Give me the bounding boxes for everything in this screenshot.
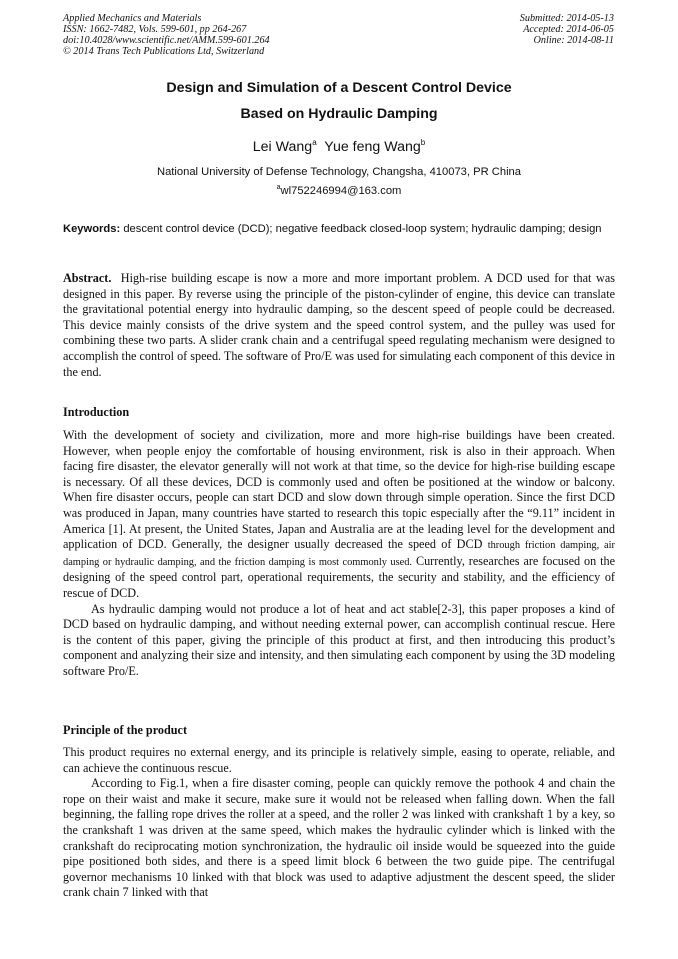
doi-line[interactable]: doi:10.4028/www.scientific.net/AMM.599-601.264 (63, 35, 270, 46)
keywords-block (63, 222, 615, 237)
keywords-label: Keywords: (63, 223, 121, 235)
contact-email (0, 184, 678, 197)
section-heading-principle: Principle of the product (63, 723, 188, 737)
paper-title-line-1: Design and Simulation of a Descent Control Device (166, 80, 512, 96)
paragraph: With the development of society and civilization, more and more high-rise buildings have been created. However, when people enjoy the comfortable of housing environment, risk is also in their approach. When facing fire disaster, the elevator generally will not work at that time, so the device for high-rise building escape is necessary. Of all these devices, DCD is commonly used and often be positioned at the window or balcony. When fire disaster occurs, people can start DCD and slow down through simple operation. Since the first DCD was produced in Japan, many countries have started to research this topic especially after the “9.11” incident in America [1]. At present, the United States, Japan and Australia are at the leading level for the development and application of DCD. Generally, the designer usually decreased the speed of DCD through friction damping, air damping or hydraulic damping, and the friction damping is most commonly used. Currently, researches are focused on the designing of the speed control part, operational requirements, the security and stability, and the efficiency of rescue of DCD. (63, 428, 616, 600)
abstract-text: High-rise building escape is now a more and more important problem. A DCD used for that was designed in this paper. By reverse using the principle of the piston-cylinder of engine, this device can translate the gravitational potential energy into hydraulic damping, so the descent speed of people could be decreased. This device mainly consists of the drive system and the speed control system, and the pulley was used for combining these two parts. A slider crank chain and a centrifugal speed regulating mechanism were designed to accomplish the control of speed. The software of Pro/E was used for simulating each component of this device in the end. (63, 271, 615, 379)
paragraph: As hydraulic damping would not produce a lot of heat and act stable[2-3], this paper proposes a kind of DCD based on hydraulic damping, and without needing external power, can accomplish continual rescue. Here is the content of this paper, giving the principle of this product at first, and then introducing this product’s component and analyzing their size and intensity, and then simulating each component by using the 3D modeling software Pro/E. (63, 601, 615, 678)
journal-name: Applied Mechanics and Materials (63, 13, 202, 24)
principle-body (63, 745, 615, 901)
copyright-line: © 2014 Trans Tech Publications Ltd, Switzerland (63, 46, 265, 57)
author-name: Lei Wang (252, 139, 313, 155)
dates-header (520, 13, 614, 46)
abstract-block (63, 271, 615, 380)
accepted-date: Accepted: 2014-06-05 (523, 24, 614, 35)
author-list (0, 138, 678, 155)
journal-header (63, 13, 270, 57)
email-superscript: a (276, 184, 281, 191)
online-date: Online: 2014-08-11 (533, 35, 614, 46)
submitted-date: Submitted: 2014-05-13 (519, 13, 614, 24)
email-address[interactable]: wl752246994@163.com (280, 185, 402, 197)
paragraph: According to Fig.1, when a fire disaster coming, people can quickly remove the pothook 4 and chain the rope on their waist and make it secure, make sure it would not be released when falling down. When the fall beginning, the falling rope drives the roller at a speed, and the roller 2 was linked with crankshaft 1 by a key, so the crankshaft 1 was driven at the same speed, which makes the hydraulic cylinder which is linked with the crankshaft do reciprocating motion synchronization, the hydraulic oil inside would be squeezed into the guide pipe positioned both sides, and there is a speed limit block 6 between the two guide pipe. The centrifugal governor mechanisms 10 linked with that block was used to adaptive adjustment the descent speed, the slider crank chain 7 linked with that (63, 776, 615, 900)
abstract-label: Abstract. (63, 271, 112, 285)
section-heading-introduction: Introduction (63, 405, 130, 419)
author-superscript: a (312, 138, 317, 147)
author-name: Yue feng Wang (324, 139, 421, 155)
paper-title-line-2: Based on Hydraulic Damping (240, 106, 438, 122)
keywords-text: descent control device (DCD); negative feedback closed-loop system; hydraulic damping; design (123, 223, 602, 235)
issn-line: ISSN: 1662-7482, Vols. 599-601, pp 264-267 (63, 24, 247, 35)
affiliation: National University of Defense Technology, Changsha, 410073, PR China (156, 166, 522, 178)
paragraph: This product requires no external energy, and its principle is relatively simple, easing to operate, reliable, and can achieve the continuous rescue. (63, 745, 615, 775)
author-superscript: b (420, 138, 426, 147)
introduction-body (63, 428, 615, 680)
